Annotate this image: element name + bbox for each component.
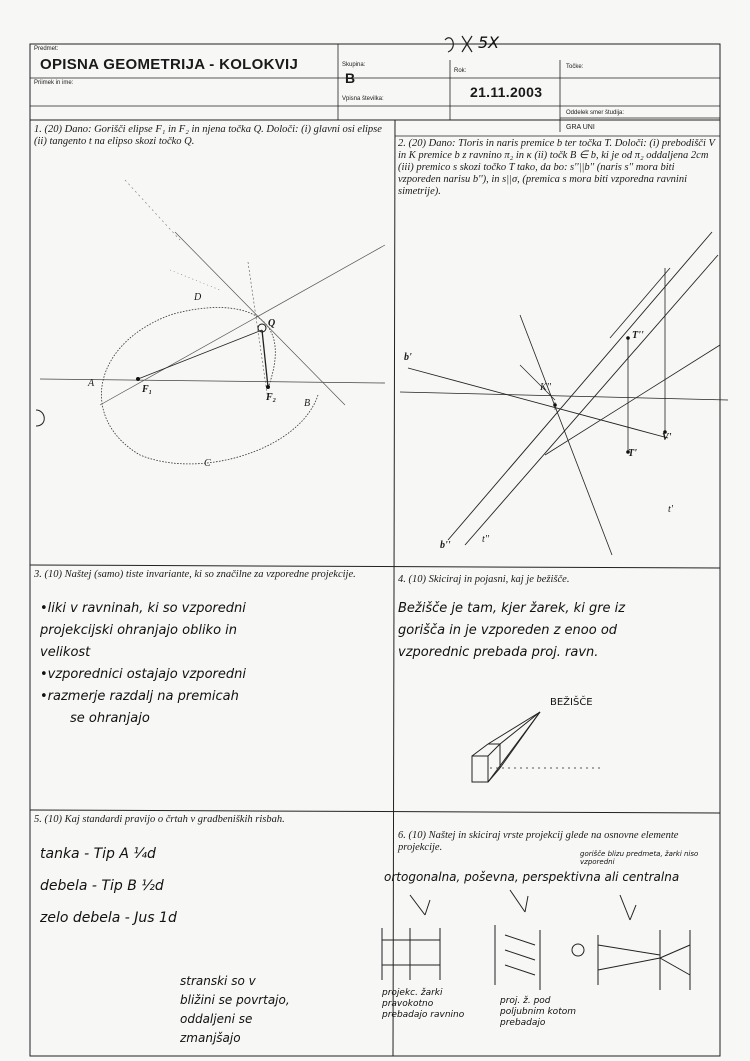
date-label: Rok: [454, 68, 467, 74]
student-id-label: Vpisna številka: [342, 96, 384, 102]
answer-6-note-2: proj. ž. pod poljubnim kotom prebadajo [500, 996, 576, 1028]
label-t-prime-line: t' [668, 504, 673, 515]
program-label: Oddelek smer študija: [566, 110, 625, 116]
task-4-text: 4. (10) Skiciraj in pojasni, kaj je bežišče. [398, 574, 570, 585]
label-f1: F₁ [142, 384, 153, 395]
label-d: D [194, 292, 202, 303]
line-construction [400, 232, 728, 555]
answer-3: •liki v ravninah, ki so vzporedni projekcijski ohranjajo obliko in velikost •vzporednici ostajajo vzporedni •razmerje razdalj na premicah se ohranjajo [40, 601, 246, 726]
page-title: OPISNA GEOMETRIJA - KOLOKVIJ [40, 56, 299, 73]
answer-5-note: stranski so v bližini se povrtajo, oddaljeni se zmanjšajo [180, 974, 290, 1045]
ellipse-construction [40, 180, 385, 464]
subject-label: Predmet: [34, 46, 59, 52]
answer-5: tanka - Tip A ¼d debela - Tip B ½d zelo debela - Jus 1d [40, 846, 177, 926]
task-1-text: 1. (20) Dano: Gorišči elipse F₁ in F₂ in njena točka Q. Določi: (i) glavni osi elipse (ii) tangento t na elipso skozi točko Q. [34, 124, 382, 147]
task-3-text: 3. (10) Naštej (samo) tiste invariante, ki so značilne za vzporedne projekcije. [34, 569, 356, 580]
label-t-double-prime: T'' [632, 330, 644, 341]
label-c: C [204, 458, 211, 469]
grade-mark: 5X [478, 33, 500, 52]
label-a: A [88, 378, 95, 389]
label-v-prime: V' [662, 432, 672, 443]
vanishing-point-label: BEŽIŠČE [550, 697, 593, 708]
task-6-text: 6. (10) Naštej in skiciraj vrste projekcij glede na osnovne elemente projekcije. [398, 830, 679, 853]
label-b: B [304, 398, 311, 409]
answer-4: Bežišče je tam, kjer žarek, ki gre iz gorišča in je vzporeden z enoo od vzporednic prebada proj. ravn. [398, 601, 626, 660]
name-label: Priimek in ime: [34, 80, 74, 86]
group-label: Skupina: [342, 62, 366, 68]
date-value: 21.11.2003 [470, 84, 543, 100]
label-b-prime: b' [404, 352, 412, 363]
label-t-double-prime-line: t'' [482, 534, 490, 545]
label-f2: F₂ [266, 392, 277, 403]
answer-6-note-1: projekc. žarki pravokotno prebadajo ravnino [382, 988, 465, 1020]
group-value: B [345, 70, 356, 86]
label-k-double-prime: K'' [540, 382, 551, 393]
label-b-double-prime: b'' [440, 540, 451, 551]
task-2-text: 2. (20) Dano: Tloris in naris premice b ter točka T. Določi: (i) prebodišči V in K premice b z ravnino π₂ in κ (ii) točk B ∈ b, ki je od π₂ oddaljena 2cm (iii) premico s skozi točko T tako, da bo: s''||b'' (naris s'' mora biti vzporeden narisu b''), in s||σ, (premica s mora biti vzporedna ravnini simetrije). [398, 138, 715, 197]
projection-sketches [382, 890, 690, 990]
program-value: GRA UNI [566, 124, 595, 131]
vanishing-point-sketch [472, 712, 600, 782]
answer-6-note-top: gorišče blizu predmeta, žarki niso vzporedni [580, 850, 699, 866]
task-5-text: 5. (10) Kaj standardi pravijo o črtah v gradbeniških risbah. [34, 814, 285, 825]
label-t-prime: T' [628, 448, 637, 459]
points-label: Točke: [566, 64, 584, 70]
label-q: Q [268, 318, 276, 329]
answer-6-head: ortogonalna, poševna, perspektivna ali centralna [384, 870, 680, 884]
